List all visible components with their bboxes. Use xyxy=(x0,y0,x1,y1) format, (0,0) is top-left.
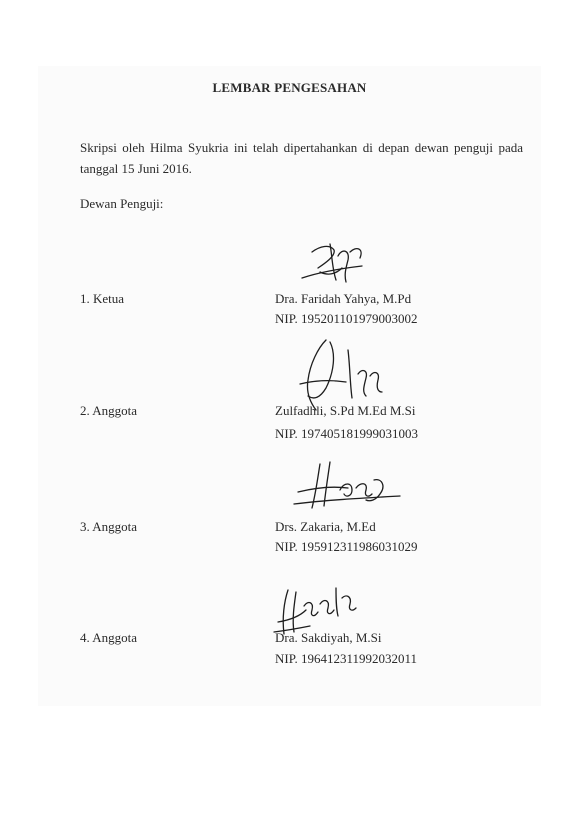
examiner-1-role: 1. Ketua xyxy=(80,291,125,306)
approval-paragraph-line-1: Skripsi oleh Hilma Syukria ini telah dipertahankan di depan dewan penguji pada xyxy=(80,140,523,155)
examiner-4-nip: NIP. 196412311992032011 xyxy=(275,651,418,666)
examiner-4-name: Dra. Sakdiyah, M.Si xyxy=(275,630,382,645)
examiners-label: Dewan Penguji: xyxy=(80,196,164,211)
approval-paragraph-line-2: tanggal 15 Juni 2016. xyxy=(80,161,192,176)
examiner-2-nip: NIP. 197405181999031003 xyxy=(275,426,419,441)
examiner-1-nip: NIP. 195201101979003002 xyxy=(275,311,418,326)
examiner-3-nip: NIP. 195912311986031029 xyxy=(275,539,418,554)
examiner-3-name: Drs. Zakaria, M.Ed xyxy=(275,519,376,534)
document-title: LEMBAR PENGESAHAN xyxy=(212,80,367,95)
examiner-2-name: Zulfadhli, S.Pd M.Ed M.Si xyxy=(275,403,416,418)
signature-3 xyxy=(290,458,408,516)
examiner-3-role: 3. Anggota xyxy=(80,519,138,534)
examiner-4-role: 4. Anggota xyxy=(80,630,138,645)
signature-1 xyxy=(290,238,380,288)
examiner-1-name: Dra. Faridah Yahya, M.Pd xyxy=(275,291,412,306)
approval-paragraph xyxy=(80,137,523,179)
examiner-2-role: 2. Anggota xyxy=(80,403,138,418)
